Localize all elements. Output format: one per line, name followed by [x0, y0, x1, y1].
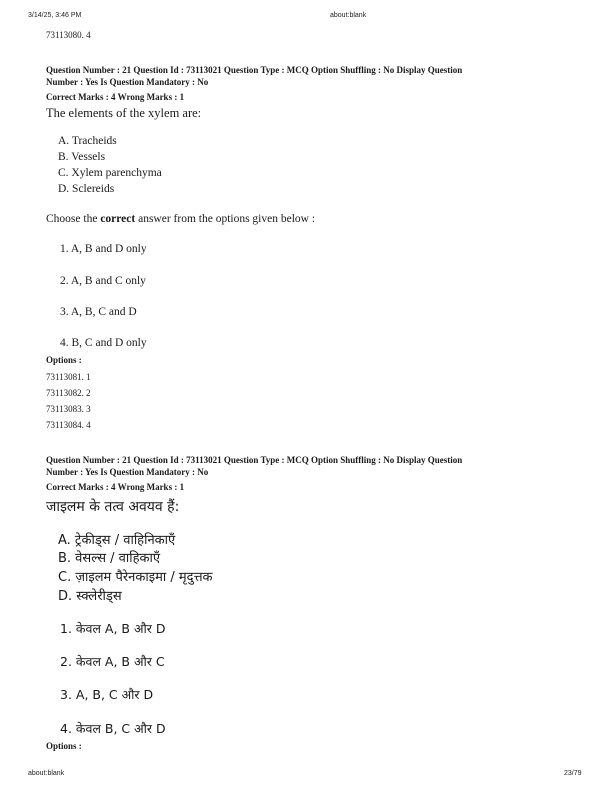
option-id-3: 73113083. 3 [46, 404, 91, 414]
answer-option-1: 1. A, B and D only [60, 243, 147, 255]
print-datetime: 3/14/25, 3:46 PM [28, 12, 82, 19]
option-id-2: 73113082. 2 [46, 388, 91, 398]
hindi-statement-b: B. वेसल्स / वाहिकाएँ [58, 551, 161, 566]
hindi-question-marks: Correct Marks : 4 Wrong Marks : 1 [46, 482, 185, 492]
question-stem: The elements of the xylem are: [46, 106, 202, 120]
hindi-statement-d: D. स्क्लेरीड्स [58, 589, 122, 604]
statement-b: B. Vessels [58, 151, 106, 163]
choose-instruction [46, 213, 315, 225]
answer-option-3: 3. A, B, C and D [60, 306, 137, 318]
options-label: Options : [46, 355, 82, 365]
hindi-question-stem: जाइलम के तत्व अवयव हैं: [46, 499, 180, 515]
answer-option-4: 4. B, C and D only [60, 337, 147, 349]
hindi-answer-option-2: 2. केवल A, B और C [60, 654, 165, 669]
print-footer-url: about:blank [28, 770, 65, 777]
previous-option-id: 73113080. 4 [46, 30, 91, 40]
statement-a: A. Tracheids [58, 135, 117, 147]
hindi-answer-option-4: 4. केवल B, C और D [60, 721, 166, 736]
hindi-question-meta-line-2: Number : Yes Is Question Mandatory : No [46, 467, 209, 477]
question-meta-line-1: Question Number : 21 Question Id : 73113021 Question Type : MCQ Option Shuffling : No Display Question [46, 65, 463, 75]
question-meta-line-2: Number : Yes Is Question Mandatory : No [46, 77, 209, 87]
question-marks: Correct Marks : 4 Wrong Marks : 1 [46, 92, 185, 102]
statement-c: C. Xylem parenchyma [58, 167, 162, 179]
option-id-1: 73113081. 1 [46, 372, 91, 382]
answer-option-2: 2. A, B and C only [60, 275, 146, 287]
choose-prefix: Choose the [46, 213, 101, 225]
hindi-statement-a: A. ट्रेकीड्स / वाहिनिकाएँ [58, 533, 176, 548]
choose-suffix: answer from the options given below : [135, 213, 316, 225]
option-id-4: 73113084. 4 [46, 420, 91, 430]
statement-d: D. Sclereids [58, 183, 115, 195]
hindi-question-meta-line-1: Question Number : 21 Question Id : 73113021 Question Type : MCQ Option Shuffling : No Display Question [46, 455, 463, 465]
print-title: about:blank [330, 12, 367, 19]
hindi-answer-option-1: 1. केवल A, B और D [60, 621, 166, 636]
print-page-number: 23/79 [564, 770, 582, 777]
hindi-statement-c: C. ज़ाइलम पैरेनकाइमा / मृदुत्तक [58, 570, 213, 585]
choose-bold: correct [100, 213, 136, 225]
hindi-options-label: Options : [46, 741, 82, 751]
hindi-answer-option-3: 3. A, B, C और D [60, 687, 154, 702]
